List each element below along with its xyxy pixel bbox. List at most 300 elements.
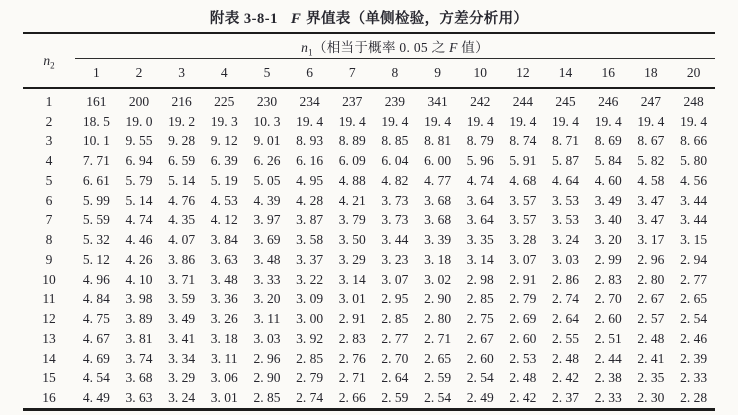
column-header-n1-value: 18 [630,59,673,89]
f-value-cell: 3. 41 [168,330,196,346]
f-value-cell: 4. 76 [168,192,196,208]
f-value-cell: 3. 49 [168,311,196,327]
f-value-cell: 3. 24 [552,232,580,248]
f-value-cell: 2. 70 [381,350,409,366]
column-header-n1-value: 10 [459,59,502,89]
row-label-n2: 2 [45,113,53,129]
f-value-cell: 4. 82 [381,172,409,188]
row-label-n2: 10 [42,271,56,287]
f-value-cell: 2. 69 [509,311,537,327]
f-value-cell: 2. 94 [680,251,708,267]
column-header-n1-value: 14 [544,59,587,89]
f-value-cell: 3. 57 [509,212,537,228]
table-row [23,388,715,409]
row-label-n2: 11 [42,291,56,307]
f-value-cell: 2. 79 [509,291,537,307]
f-value-cell: 6. 16 [296,153,324,169]
f-value-cell: 2. 55 [552,330,580,346]
f-value-cell: 5. 87 [552,153,580,169]
f-value-cell: 3. 86 [168,251,196,267]
f-value-cell: 4. 77 [424,172,452,188]
f-value-cell: 3. 36 [210,291,238,307]
f-value-cell: 19. 4 [381,113,409,129]
f-value-cell: 248 [683,93,704,109]
f-value-cell: 3. 89 [125,311,153,327]
f-value-cell: 3. 14 [338,271,366,287]
f-value-cell: 4. 60 [594,172,622,188]
f-value-cell: 3. 97 [253,212,281,228]
f-value-cell: 19. 4 [338,113,366,129]
f-value-cell: 3. 92 [296,330,324,346]
f-value-cell: 2. 74 [296,390,324,406]
f-value-cell: 2. 85 [253,390,281,406]
f-value-cell: 246 [598,93,619,109]
f-value-cell: 4. 49 [82,390,110,406]
column-header-n1-value: 8 [374,59,417,89]
f-value-cell: 3. 57 [509,192,537,208]
f-value-cell: 10. 3 [253,113,281,129]
f-value-cell: 5. 91 [509,153,537,169]
f-value-cell: 2. 95 [381,291,409,307]
row-label-n2: 9 [45,251,53,267]
f-value-cell: 19. 4 [509,113,537,129]
group-caption-pre: （相当于概率 0. 05 之 [312,40,450,55]
f-value-cell: 2. 60 [466,350,494,366]
f-value-cell: 6. 61 [82,172,110,188]
f-value-cell: 3. 71 [168,271,196,287]
f-value-cell: 3. 07 [509,251,537,267]
f-value-cell: 5. 12 [82,251,110,267]
f-value-cell: 2. 67 [466,330,494,346]
table-row [23,369,715,389]
f-value-cell: 8. 85 [381,133,409,149]
f-value-cell: 3. 03 [253,330,281,346]
f-value-cell: 8. 67 [637,133,665,149]
f-value-cell: 5. 14 [125,192,153,208]
f-value-cell: 2. 48 [552,350,580,366]
f-value-cell: 9. 55 [125,133,153,149]
f-value-cell: 3. 48 [210,271,238,287]
f-value-cell: 2. 85 [296,350,324,366]
f-value-cell: 237 [342,93,363,109]
f-value-cell: 2. 90 [253,370,281,386]
f-value-cell: 5. 59 [82,212,110,228]
f-value-cell: 200 [128,93,150,109]
f-value-cell: 2. 80 [637,271,665,287]
f-value-cell: 2. 70 [594,291,622,307]
f-value-cell: 2. 85 [381,311,409,327]
f-value-cell: 6. 09 [338,153,366,169]
row-label-n2: 8 [45,232,53,248]
f-value-cell: 2. 38 [594,370,622,386]
f-value-cell: 6. 04 [381,153,409,169]
f-value-cell: 4. 58 [637,172,665,188]
table-title [0,0,738,31]
column-header-n1-value: 5 [246,59,289,89]
f-value-cell: 2. 65 [424,350,452,366]
f-value-cell: 19. 2 [168,113,196,129]
f-value-cell: 2. 98 [466,271,494,287]
f-value-cell: 5. 79 [125,172,153,188]
f-value-cell: 2. 60 [594,311,622,327]
f-value-cell: 2. 42 [509,390,537,406]
f-value-cell: 3. 50 [338,232,366,248]
f-value-cell: 3. 48 [253,251,281,267]
table-row [23,171,715,191]
f-value-cell: 3. 17 [637,232,665,248]
f-value-cell: 3. 79 [338,212,366,228]
f-value-cell: 2. 33 [680,370,708,386]
f-value-cell: 2. 46 [680,330,708,346]
column-header-n1-value: 3 [160,59,203,89]
f-value-cell: 4. 95 [296,172,324,188]
f-value-cell: 2. 54 [466,370,494,386]
table-body [23,88,715,410]
f-value-cell: 4. 12 [210,212,238,228]
column-header-n1-value: 1 [75,59,118,89]
f-value-cell: 3. 84 [210,232,238,248]
table-row [23,112,715,132]
f-value-cell: 239 [384,93,406,109]
f-value-cell: 8. 81 [424,133,452,149]
f-value-cell: 2. 83 [594,271,622,287]
f-value-cell: 2. 53 [509,350,537,366]
column-header-row [23,59,715,89]
f-value-cell: 6. 00 [424,153,452,169]
table-row [23,349,715,369]
f-value-cell: 2. 57 [637,311,665,327]
table-row [23,290,715,310]
table-row [23,250,715,270]
table-row [23,191,715,211]
f-value-cell: 6. 59 [168,153,196,169]
f-value-cell: 3. 64 [466,192,494,208]
f-value-cell: 3. 26 [210,311,238,327]
f-value-cell: 4. 53 [210,192,238,208]
f-value-cell: 4. 88 [338,172,366,188]
f-value-cell: 3. 18 [424,251,452,267]
f-value-cell: 19. 4 [296,113,324,129]
n1-symbol: n [301,40,309,55]
f-value-cell: 2. 66 [338,390,366,406]
f-value-cell: 2. 30 [637,390,665,406]
f-value-cell: 2. 83 [338,330,366,346]
row-label-n2: 7 [45,212,53,228]
column-header-n1-value: 6 [288,59,331,89]
f-value-cell: 3. 73 [381,192,409,208]
f-value-cell: 3. 29 [338,251,366,267]
f-value-cell: 3. 87 [296,212,324,228]
f-value-cell: 3. 39 [424,232,452,248]
f-value-cell: 216 [171,93,192,109]
f-value-cell: 3. 81 [125,330,153,346]
f-value-cell: 3. 35 [466,232,494,248]
f-value-cell: 3. 53 [552,192,580,208]
table-row [23,211,715,231]
f-value-cell: 4. 96 [82,271,110,287]
f-value-cell: 2. 96 [637,251,665,267]
f-value-cell: 3. 00 [296,311,324,327]
f-value-cell: 3. 63 [125,390,153,406]
f-value-cell: 3. 68 [125,370,153,386]
f-value-cell: 4. 75 [82,311,110,327]
f-value-cell: 7. 71 [82,153,110,169]
table-row [23,132,715,152]
f-value-cell: 19. 4 [466,113,494,129]
f-value-cell: 3. 02 [424,271,452,287]
f-value-cell: 5. 84 [594,153,622,169]
row-label-n2: 14 [42,350,56,366]
f-value-cell: 2. 59 [424,370,452,386]
f-symbol: F [290,11,302,27]
f-value-cell: 5. 82 [637,153,665,169]
row-label-n2: 5 [45,172,53,188]
f-value-cell: 2. 85 [466,291,494,307]
f-value-cell: 3. 74 [125,350,153,366]
f-value-cell: 3. 68 [424,212,452,228]
f-value-cell: 3. 37 [296,251,324,267]
f-value-cell: 245 [555,93,576,109]
f-value-cell: 2. 71 [424,330,452,346]
f-value-cell: 2. 80 [424,311,452,327]
f-value-cell: 2. 96 [253,350,281,366]
f-value-cell: 4. 46 [125,232,153,248]
f-value-cell: 2. 49 [466,390,494,406]
f-value-cell: 2. 79 [296,370,324,386]
f-value-cell: 2. 65 [680,291,708,307]
f-value-cell: 2. 74 [552,291,580,307]
f-value-cell: 3. 18 [210,330,238,346]
f-value-cell: 5. 19 [210,172,238,188]
f-value-cell: 19. 3 [210,113,238,129]
f-critical-values-table [23,32,715,411]
group-header-row [23,33,715,59]
row-label-n2: 4 [45,153,53,169]
row-label-n2: 13 [42,330,56,346]
f-value-cell: 161 [86,93,107,109]
table-row [23,88,715,112]
f-value-cell: 3. 20 [594,232,622,248]
f-value-cell: 3. 06 [210,370,238,386]
column-group-label [75,33,715,59]
f-value-cell: 2. 60 [509,330,537,346]
f-value-cell: 3. 47 [637,192,665,208]
f-value-cell: 5. 80 [680,153,708,169]
f-value-cell: 2. 76 [338,350,366,366]
f-value-cell: 19. 4 [552,113,580,129]
f-value-cell: 3. 23 [381,251,409,267]
f-value-cell: 18. 5 [82,113,110,129]
f-value-cell: 234 [299,93,320,109]
f-value-cell: 3. 53 [552,212,580,228]
column-header-n1-value: 4 [203,59,246,89]
row-variable-label [23,33,75,88]
f-value-cell: 3. 73 [381,212,409,228]
f-value-cell: 5. 96 [466,153,494,169]
f-value-cell: 3. 98 [125,291,153,307]
f-value-cell: 4. 26 [125,251,153,267]
f-value-cell: 247 [640,93,661,109]
f-value-cell: 2. 44 [594,350,622,366]
f-value-cell: 6. 26 [253,153,281,169]
f-value-cell: 3. 69 [253,232,281,248]
f-value-cell: 2. 39 [680,350,708,366]
f-value-cell: 2. 35 [637,370,665,386]
table-row [23,230,715,250]
f-value-cell: 3. 63 [210,251,238,267]
row-label-n2: 15 [42,370,56,386]
f-value-cell: 2. 77 [381,330,409,346]
f-value-cell: 2. 90 [424,291,452,307]
n2-symbol: n [43,52,51,68]
f-value-cell: 2. 42 [552,370,580,386]
f-value-cell: 19. 4 [594,113,622,129]
table-row [23,270,715,290]
f-value-cell: 2. 37 [552,390,580,406]
f-value-cell: 4. 35 [168,212,196,228]
table-row [23,329,715,349]
f-value-cell: 2. 64 [552,311,580,327]
f-value-cell: 3. 44 [381,232,409,248]
f-value-cell: 2. 91 [338,311,366,327]
f-value-cell: 5. 14 [168,172,196,188]
f-value-cell: 2. 71 [338,370,366,386]
f-value-cell: 8. 66 [680,133,708,149]
f-value-cell: 2. 91 [509,271,537,287]
f-value-cell: 2. 54 [680,311,708,327]
f-value-cell: 230 [256,93,278,109]
column-header-n1-value: 7 [331,59,374,89]
f-value-cell: 4. 67 [82,330,110,346]
f-value-cell: 2. 86 [552,271,580,287]
f-value-cell: 9. 01 [253,133,281,149]
f-value-cell: 3. 34 [168,350,196,366]
n2-subscript: 2 [50,60,55,71]
f-value-cell: 2. 48 [637,330,665,346]
f-value-cell: 3. 01 [210,390,238,406]
f-value-cell: 3. 44 [680,212,708,228]
f-value-cell: 3. 28 [509,232,537,248]
table-row [23,309,715,329]
row-label-n2: 6 [45,192,53,208]
row-label-n2: 1 [45,93,53,109]
f-value-cell: 225 [214,93,235,109]
f-value-cell: 2. 99 [594,251,622,267]
f-value-cell: 3. 49 [594,192,622,208]
f-value-cell: 19. 0 [125,113,153,129]
f-value-cell: 3. 58 [296,232,324,248]
f-value-cell: 3. 22 [296,271,324,287]
f-value-cell: 8. 89 [338,133,366,149]
f-value-cell: 3. 47 [637,212,665,228]
f-value-cell: 10. 1 [82,133,110,149]
f-value-cell: 244 [512,93,534,109]
f-value-cell: 2. 54 [424,390,452,406]
f-value-cell: 5. 32 [82,232,110,248]
column-header-n1-value: 9 [416,59,459,89]
f-value-cell: 4. 68 [509,172,537,188]
group-caption-post: 值） [457,40,489,55]
f-value-cell: 2. 33 [594,390,622,406]
f-value-cell: 2. 77 [680,271,708,287]
f-value-cell: 2. 64 [381,370,409,386]
f-value-cell: 3. 01 [338,291,366,307]
f-value-cell: 2. 59 [381,390,409,406]
f-value-cell: 3. 15 [680,232,708,248]
group-caption-f-symbol: F [449,40,458,55]
f-value-cell: 3. 11 [211,350,238,366]
f-value-cell: 3. 68 [424,192,452,208]
f-value-cell: 3. 40 [594,212,622,228]
f-value-cell: 3. 07 [381,271,409,287]
f-value-cell: 3. 44 [680,192,708,208]
f-value-cell: 8. 69 [594,133,622,149]
f-value-cell: 2. 75 [466,311,494,327]
f-value-cell: 4. 21 [338,192,366,208]
f-value-cell: 19. 4 [424,113,452,129]
f-value-cell: 3. 09 [296,291,324,307]
f-value-cell: 4. 69 [82,350,110,366]
f-value-cell: 4. 56 [680,172,708,188]
f-value-cell: 3. 59 [168,291,196,307]
f-value-cell: 5. 99 [82,192,110,208]
f-value-cell: 242 [470,93,491,109]
f-value-cell: 2. 51 [594,330,622,346]
table-number: 附表 3-8-1 [209,11,278,27]
f-value-cell: 3. 11 [253,311,281,327]
f-value-cell: 4. 64 [552,172,580,188]
f-value-cell: 2. 48 [509,370,537,386]
f-value-cell: 2. 41 [637,350,665,366]
column-header-n1-value: 2 [118,59,161,89]
row-label-n2: 3 [45,133,53,149]
f-value-cell: 5. 05 [253,172,281,188]
f-value-cell: 341 [427,93,448,109]
f-value-cell: 8. 93 [296,133,324,149]
f-value-cell: 4. 54 [82,370,110,386]
f-value-cell: 9. 12 [210,133,238,149]
table-row [23,151,715,171]
row-label-n2: 12 [42,311,56,327]
f-value-cell: 19. 4 [680,113,708,129]
n1-subscript: 1 [308,47,313,58]
f-value-cell: 8. 74 [509,133,537,149]
column-header-n1-value: 12 [502,59,545,89]
f-value-cell: 19. 4 [637,113,665,129]
f-value-cell: 9. 28 [168,133,196,149]
f-value-cell: 4. 84 [82,291,110,307]
f-value-cell: 4. 74 [466,172,494,188]
f-value-cell: 6. 39 [210,153,238,169]
f-value-cell: 4. 28 [296,192,324,208]
f-value-cell: 8. 79 [466,133,494,149]
f-value-cell: 3. 24 [168,390,196,406]
table-title-text: 界值表（单侧检验，方差分析用） [306,11,529,27]
f-value-cell: 3. 33 [253,271,281,287]
f-value-cell: 4. 07 [168,232,196,248]
f-value-cell: 3. 20 [253,291,281,307]
f-value-cell: 3. 29 [168,370,196,386]
row-label-n2: 16 [42,390,56,406]
f-value-cell: 4. 10 [125,271,153,287]
f-value-cell: 2. 28 [680,390,708,406]
f-value-cell: 8. 71 [552,133,580,149]
f-value-cell: 4. 39 [253,192,281,208]
f-value-cell: 3. 64 [466,212,494,228]
f-value-cell: 3. 03 [552,251,580,267]
f-value-cell: 3. 14 [466,251,494,267]
f-value-cell: 2. 67 [637,291,665,307]
